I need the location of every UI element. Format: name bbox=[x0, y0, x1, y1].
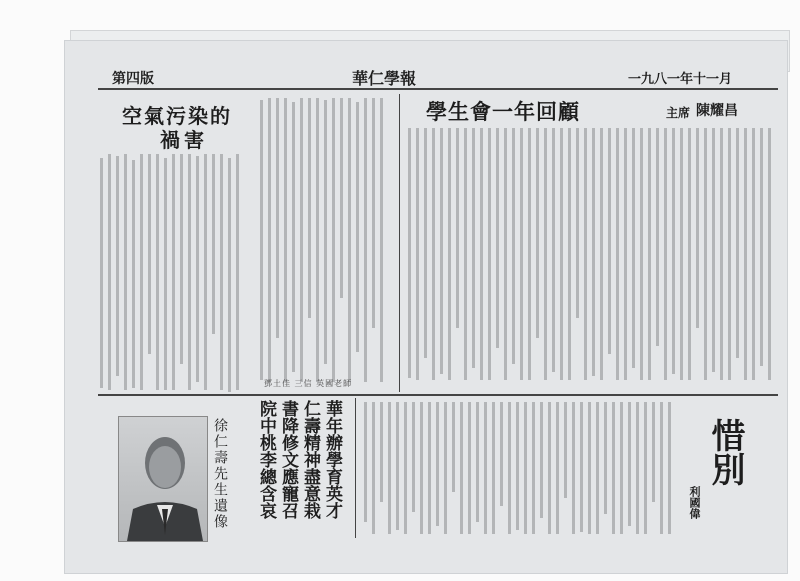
masthead: 華仁學報 bbox=[352, 69, 417, 88]
issue-date: 一九八一年十一月 bbox=[628, 72, 733, 87]
air-body-text bbox=[96, 152, 248, 397]
farewell-author: 利國偉 bbox=[688, 486, 701, 519]
portrait-photo bbox=[118, 416, 208, 542]
column-divider bbox=[399, 94, 400, 392]
header-rule bbox=[98, 88, 778, 90]
review-title: 學生會一年回顧 bbox=[426, 99, 580, 124]
memorial-poem-line-4: 院中桃李總含哀 bbox=[256, 400, 276, 519]
air-title-line2: 禍害 bbox=[160, 128, 208, 152]
memorial-poem-line-3: 書降修文應寵召 bbox=[278, 400, 298, 519]
memorial-divider bbox=[355, 398, 356, 538]
review-body-text bbox=[404, 126, 776, 384]
memorial-poem-line-2: 仁壽精神盡意栽 bbox=[300, 400, 320, 519]
review-author-role: 主席 bbox=[666, 106, 691, 120]
farewell-title: 惜別 bbox=[705, 418, 745, 486]
portrait-figure bbox=[119, 417, 207, 541]
lower-section-rule bbox=[98, 394, 778, 396]
air-byline: 鄧土佳 三信 英國老師 bbox=[264, 379, 353, 388]
memorial-poem-line-1: 華年辦學育英才 bbox=[322, 400, 342, 519]
air-body-text-continued bbox=[256, 96, 396, 386]
section-label: 第四版 bbox=[112, 71, 154, 87]
lower-body-text bbox=[360, 400, 676, 538]
portrait-caption: 徐仁壽先生遺像 bbox=[212, 418, 228, 530]
review-author: 陳耀昌 bbox=[696, 103, 738, 119]
air-title-line1: 空氣污染的 bbox=[122, 104, 232, 128]
